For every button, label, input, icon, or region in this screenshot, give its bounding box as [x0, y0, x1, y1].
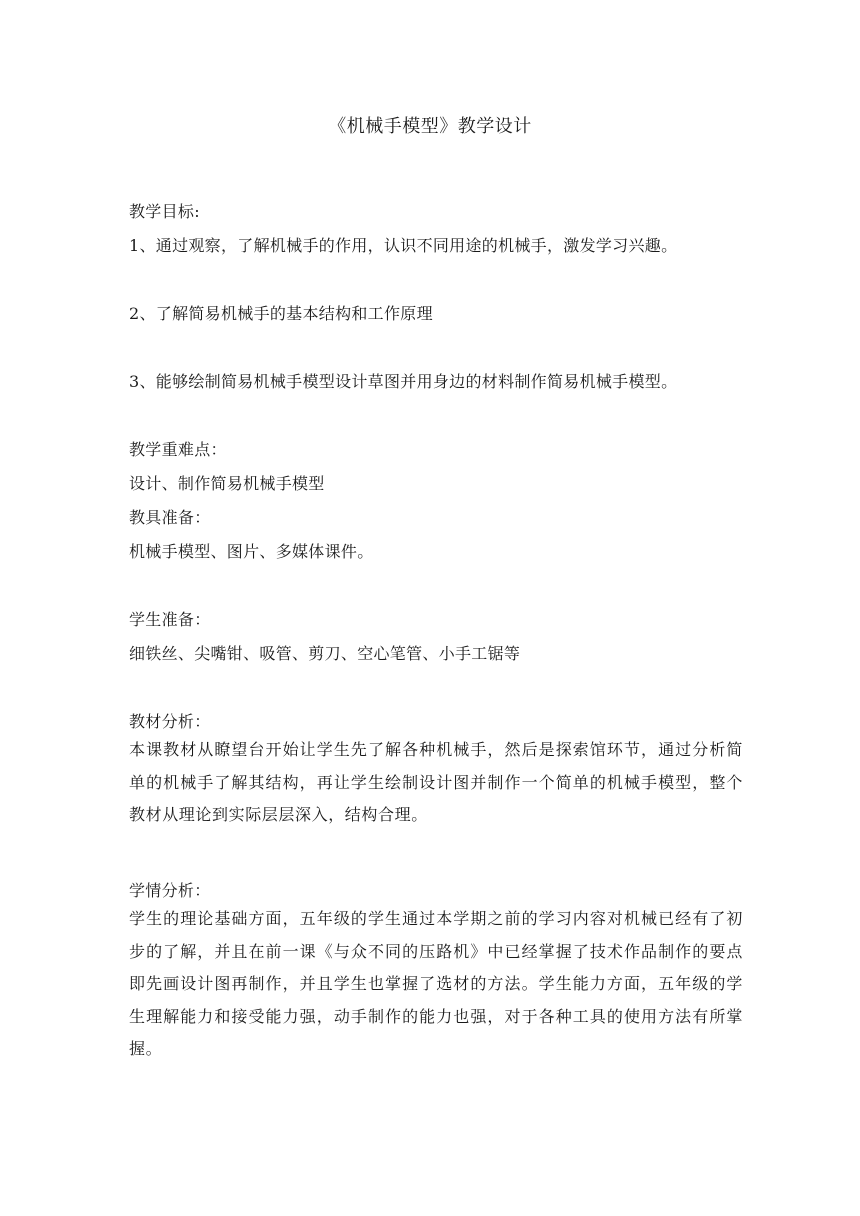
teaching-aids-text: 机械手模型、图片、多媒体课件。 [129, 542, 374, 561]
student-prep-heading: 学生准备： [129, 610, 211, 629]
student-analysis-text: 学生的理论基础方面，五年级的学生通过本学期之前的学习内容对机械已经有了初步的了解，并且在前一课《与众不同的压路机》中已经掌握了技术作品制作的要点即先画设计图再制作，并且学生也掌握了选材的方法。学生能力方面，五年级的学生理解能力和接受能力强，动手制作的能力也强，对于各种工具的使用方法有所掌握。 [129, 909, 743, 1058]
material-analysis-text: 本课教材从瞭望台开始让学生先了解各种机械手，然后是探索馆环节，通过分析简单的机械手了解其结构，再让学生绘制设计图并制作一个简单的机械手模型，整个教材从理论到实际层层深入，结构合理。 [129, 740, 743, 824]
teaching-aids-heading: 教具准备： [129, 508, 211, 527]
material-analysis-heading: 教材分析： [129, 712, 211, 731]
objective-item-1: 1、通过观察，了解机械手的作用，认识不同用途的机械手，激发学习兴趣。 [129, 236, 678, 255]
document-title: 《机械手模型》教学设计 [328, 116, 532, 137]
objectives-heading: 教学目标: [129, 202, 200, 221]
objective-item-3: 3、能够绘制简易机械手模型设计草图并用身边的材料制作简易机械手模型。 [129, 372, 678, 391]
key-points-text: 设计、制作简易机械手模型 [129, 474, 325, 493]
student-analysis-heading: 学情分析： [129, 881, 211, 900]
student-prep-text: 细铁丝、尖嘴钳、吸管、剪刀、空心笔管、小手工锯等 [129, 644, 521, 663]
key-points-heading: 教学重难点： [129, 440, 227, 459]
objective-item-2: 2、了解简易机械手的基本结构和工作原理 [129, 304, 433, 323]
